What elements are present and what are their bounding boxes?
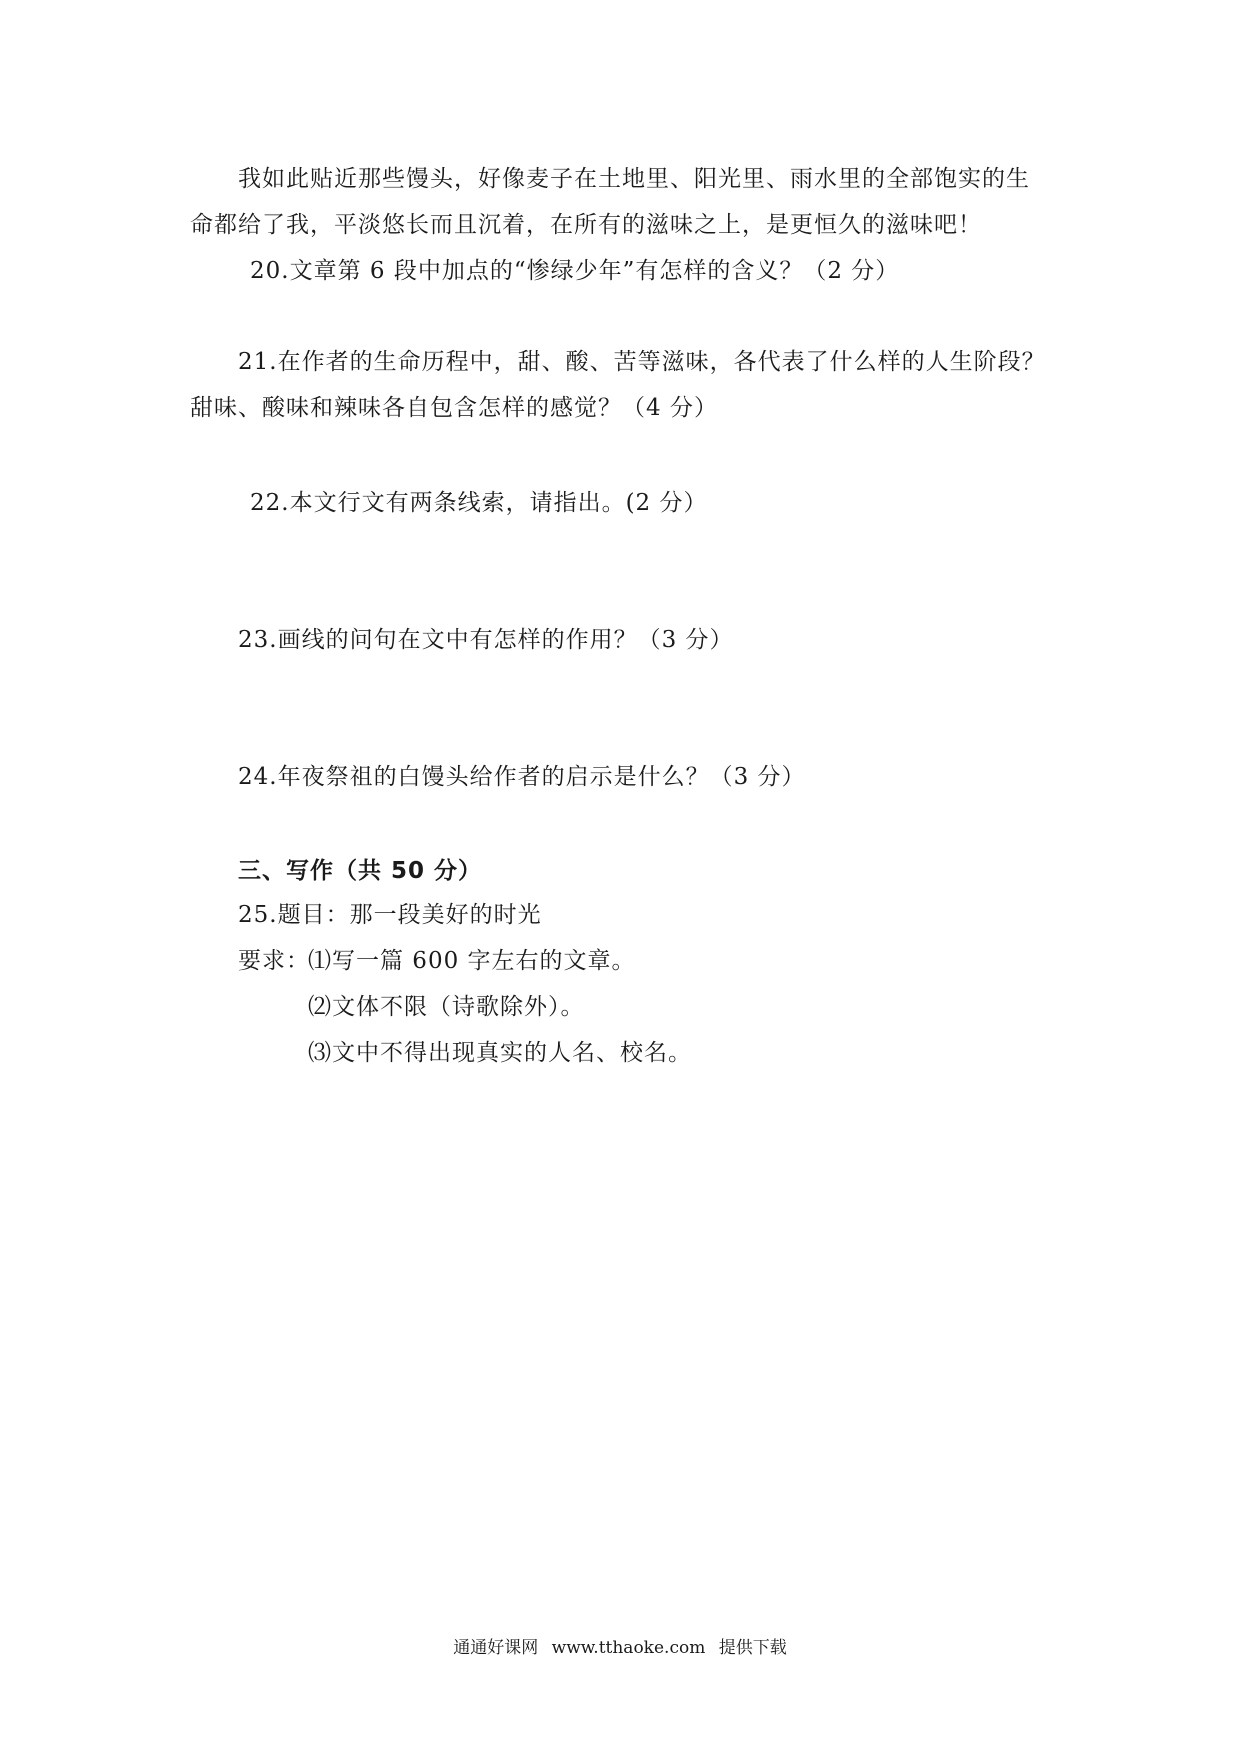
requirement-1: ⑴写一篇 600 字左右的文章。 (308, 948, 636, 974)
question-23: 23.画线的问句在文中有怎样的作用？（3 分） (238, 627, 734, 653)
passage-line-2: 命都给了我，平淡悠长而且沉着，在所有的滋味之上，是更恒久的滋味吧！ (190, 212, 982, 238)
footer-action: 提供下载 (718, 1638, 787, 1658)
page-footer (0, 1636, 1240, 1660)
footer-url[interactable]: www.tthaoke.com (551, 1638, 706, 1658)
question-22: 22.本文行文有两条线索，请指出。(2 分） (250, 490, 708, 516)
requirement-2: ⑵文体不限（诗歌除外）。 (308, 994, 585, 1020)
question-20: 20.文章第 6 段中加点的“惨绿少年”有怎样的含义？（2 分） (250, 258, 900, 284)
requirement-label: 要求： (238, 948, 310, 974)
question-21-line-1: 21.在作者的生命历程中，甜、酸、苦等滋味，各代表了什么样的人生阶段？ (238, 349, 1046, 375)
question-25-title: 25.题目：那一段美好的时光 (238, 902, 542, 928)
question-24: 24.年夜祭祖的白馒头给作者的启示是什么？（3 分） (238, 764, 806, 790)
question-21-line-2: 甜味、酸味和辣味各自包含怎样的感觉？（4 分） (190, 395, 718, 421)
footer-site-name: 通通好课网 (453, 1638, 539, 1658)
writing-section-heading: 三、写作（共 50 分） (238, 858, 483, 884)
passage-line-1: 我如此贴近那些馒头，好像麦子在土地里、阳光里、雨水里的全部饱实的生 (238, 166, 1030, 192)
requirement-3: ⑶文中不得出现真实的人名、校名。 (308, 1040, 692, 1066)
